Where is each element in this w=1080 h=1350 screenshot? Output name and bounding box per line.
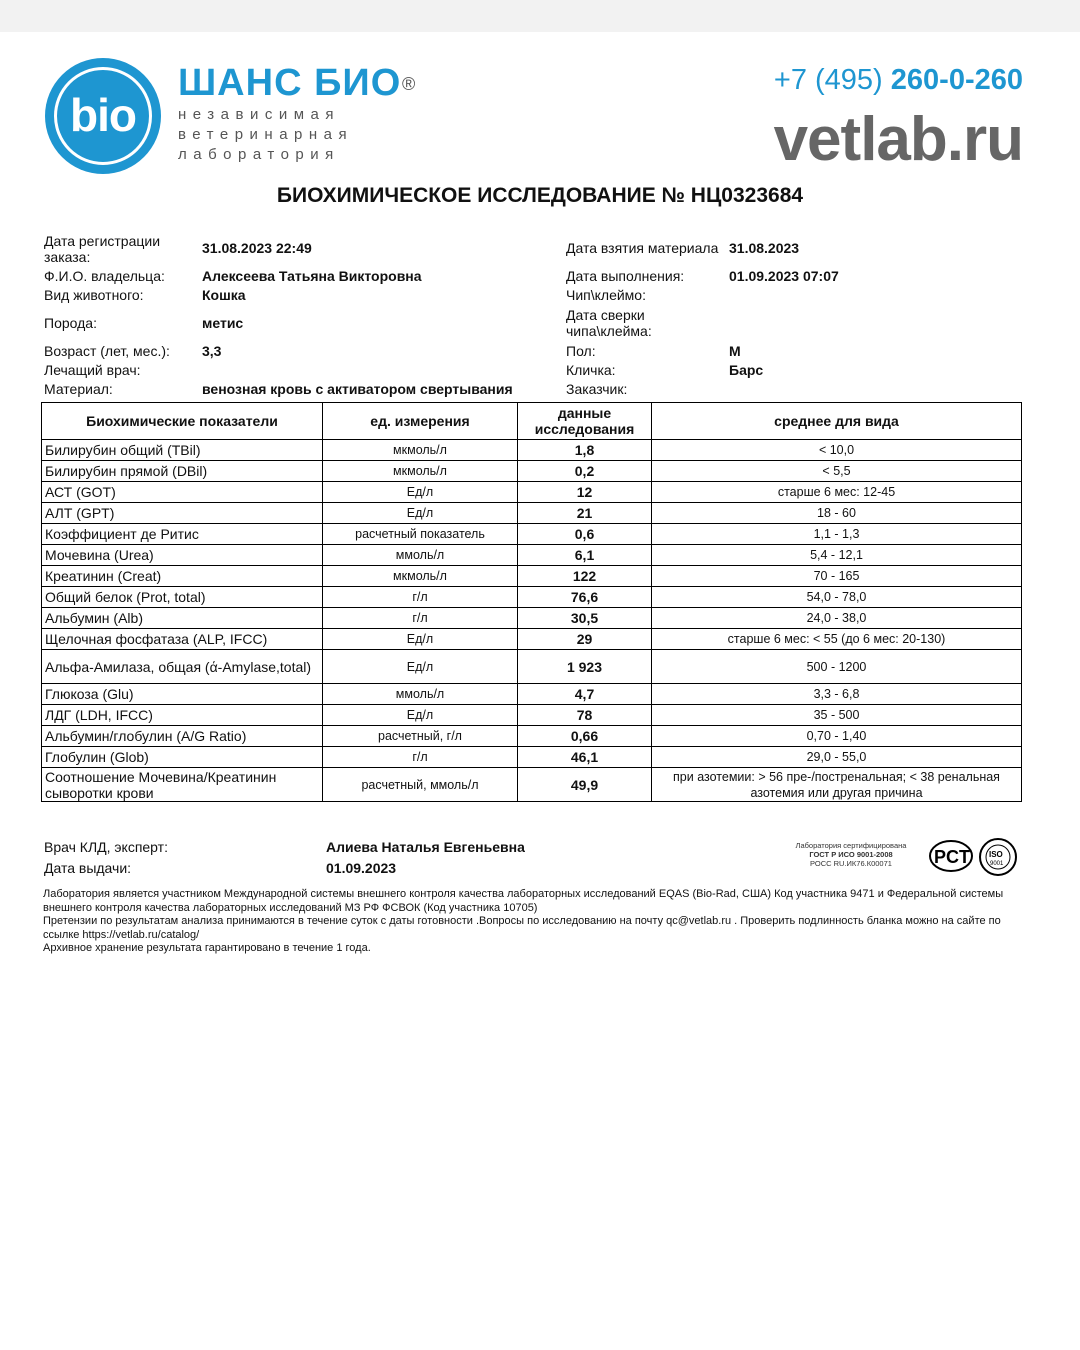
phone-number: 260-0-260 bbox=[890, 64, 1023, 96]
unit: ммоль/л bbox=[323, 545, 518, 566]
table-row bbox=[42, 440, 1022, 461]
table-row bbox=[42, 503, 1022, 524]
age: 3,3 bbox=[202, 343, 222, 359]
species-label: Вид животного: bbox=[44, 287, 144, 303]
result-value: 78 bbox=[518, 705, 652, 726]
unit: г/л bbox=[323, 587, 518, 608]
table-row bbox=[42, 545, 1022, 566]
sample-date-label: Дата взятия материала bbox=[566, 240, 719, 256]
result-value: 0,2 bbox=[518, 461, 652, 482]
result-value: 4,7 bbox=[518, 684, 652, 705]
note-2: Претензии по результатам анализа принимаются в течение суток с даты готовности .Вопросы по исследованию на почту qc@vetlab.ru . Проверить подлинность бланка можно на сайте по ссылке https://vetlab.ru/catalog/ bbox=[43, 915, 1001, 941]
unit: Ед/л bbox=[323, 503, 518, 524]
reference-range: 35 - 500 bbox=[652, 705, 1022, 726]
table-row bbox=[42, 768, 1022, 802]
parameter-name: АЛТ (GPT) bbox=[42, 503, 323, 524]
unit: Ед/л bbox=[323, 705, 518, 726]
result-value: 46,1 bbox=[518, 747, 652, 768]
nickname: Барс bbox=[729, 362, 764, 378]
result-value: 76,6 bbox=[518, 587, 652, 608]
chip-check-label: Дата сверки чипа\клейма: bbox=[566, 307, 652, 339]
breed: метис bbox=[202, 315, 244, 331]
result-value: 6,1 bbox=[518, 545, 652, 566]
cert-line-2: ГОСТ Р ИСО 9001-2008 bbox=[809, 850, 893, 859]
brand-name: ШАНС БИО bbox=[178, 62, 402, 104]
brand-line-3: лаборатория bbox=[178, 146, 340, 163]
result-value: 49,9 bbox=[518, 768, 652, 802]
unit: Ед/л bbox=[323, 629, 518, 650]
col-header-reference: среднее для вида bbox=[652, 403, 1022, 440]
unit: г/л bbox=[323, 747, 518, 768]
result-value: 1,8 bbox=[518, 440, 652, 461]
result-value: 29 bbox=[518, 629, 652, 650]
unit: г/л bbox=[323, 608, 518, 629]
table-header-row bbox=[42, 403, 1022, 440]
owner: Алексеева Татьяна Викторовна bbox=[202, 268, 422, 284]
reference-range: < 5,5 bbox=[652, 461, 1022, 482]
result-value: 0,6 bbox=[518, 524, 652, 545]
note-1: Лаборатория является участником Международной системы внешнего контроля качества лабораторных исследований EQAS (Bio-Rad, США) Код участника 9471 и Федеральной системы внешнего контроля качества лабораторных исследований МЗ РФ ФСВОК (Код участника 10705) bbox=[43, 888, 1004, 914]
table-row bbox=[42, 461, 1022, 482]
sex: М bbox=[729, 343, 741, 359]
col-header-unit: ед. измерения bbox=[323, 403, 518, 440]
report-page bbox=[0, 32, 1080, 1350]
phone[interactable] bbox=[774, 64, 1023, 97]
age-label: Возраст (лет, мес.): bbox=[44, 343, 170, 359]
unit: ммоль/л bbox=[323, 684, 518, 705]
species: Кошка bbox=[202, 287, 246, 303]
parameter-name: Общий белок (Prot, total) bbox=[42, 587, 323, 608]
result-value: 21 bbox=[518, 503, 652, 524]
issue-date-label: Дата выдачи: bbox=[44, 860, 132, 876]
site-logo[interactable]: vetlab.ru bbox=[773, 105, 1023, 174]
parameter-name: АСТ (GOT) bbox=[42, 482, 323, 503]
unit: расчетный показатель bbox=[323, 524, 518, 545]
document-title: БИОХИМИЧЕСКОЕ ИССЛЕДОВАНИЕ № НЦ0323684 bbox=[276, 184, 804, 207]
issue-date: 01.09.2023 bbox=[326, 860, 397, 876]
reference-range: старше 6 мес: < 55 (до 6 мес: 20-130) bbox=[652, 629, 1022, 650]
reference-range: 0,70 - 1,40 bbox=[652, 726, 1022, 747]
logo-text: bio bbox=[70, 89, 136, 141]
reference-range: 18 - 60 bbox=[652, 503, 1022, 524]
done-date: 01.09.2023 07:07 bbox=[729, 268, 839, 284]
cert-line-3: РОСС RU.ИК76.К00071 bbox=[810, 859, 892, 868]
table-row bbox=[42, 726, 1022, 747]
unit: Ед/л bbox=[323, 650, 518, 684]
unit: мкмоль/л bbox=[323, 440, 518, 461]
registered-mark: ® bbox=[402, 74, 416, 94]
unit: мкмоль/л bbox=[323, 566, 518, 587]
pct-certification-icon bbox=[928, 839, 974, 873]
reference-range: старше 6 мес: 12-45 bbox=[652, 482, 1022, 503]
doctor-label: Лечащий врач: bbox=[44, 362, 141, 378]
reference-range: 70 - 165 bbox=[652, 566, 1022, 587]
sex-label: Пол: bbox=[566, 343, 596, 359]
parameter-name: Глюкоза (Glu) bbox=[42, 684, 323, 705]
unit: Ед/л bbox=[323, 482, 518, 503]
reference-range: 3,3 - 6,8 bbox=[652, 684, 1022, 705]
done-date-label: Дата выполнения: bbox=[566, 268, 685, 284]
parameter-name: ЛДГ (LDH, IFCC) bbox=[42, 705, 323, 726]
reference-range: при азотемии: > 56 пре-/постренальная; < 38 ренальная азотемия или другая причина bbox=[652, 768, 1022, 802]
table-row bbox=[42, 587, 1022, 608]
table-row bbox=[42, 608, 1022, 629]
bio-logo bbox=[45, 58, 161, 174]
parameter-name: Альфа-Амилаза, общая (ά-Amylase,total) bbox=[42, 650, 323, 684]
results-body bbox=[42, 440, 1022, 802]
footer-notes bbox=[43, 888, 1033, 956]
parameter-name: Щелочная фосфатаза (ALP, IFCC) bbox=[42, 629, 323, 650]
parameter-name: Альбумин/глобулин (A/G Ratio) bbox=[42, 726, 323, 747]
reference-range: 500 - 1200 bbox=[652, 650, 1022, 684]
iso-certification-icon bbox=[978, 837, 1018, 877]
table-row bbox=[42, 650, 1022, 684]
cert-line-1: Лаборатория сертифицирована bbox=[795, 841, 907, 850]
parameter-name: Билирубин общий (TBil) bbox=[42, 440, 323, 461]
col-header-parameter: Биохимические показатели bbox=[42, 403, 323, 440]
parameter-name: Глобулин (Glob) bbox=[42, 747, 323, 768]
results-table bbox=[41, 402, 1022, 802]
table-row bbox=[42, 747, 1022, 768]
expert-name: Алиева Наталья Евгеньевна bbox=[326, 839, 525, 855]
svg-text:ISO: ISO bbox=[989, 850, 1003, 859]
parameter-name: Альбумин (Alb) bbox=[42, 608, 323, 629]
brand-line-2: ветеринарная bbox=[178, 126, 354, 143]
table-row bbox=[42, 482, 1022, 503]
sample-date: 31.08.2023 bbox=[729, 240, 800, 256]
result-value: 1 923 bbox=[518, 650, 652, 684]
svg-text:9001: 9001 bbox=[990, 861, 1004, 867]
result-value: 12 bbox=[518, 482, 652, 503]
parameter-name: Мочевина (Urea) bbox=[42, 545, 323, 566]
material: венозная кровь с активатором свертывания bbox=[202, 381, 513, 397]
parameter-name: Коэффициент де Ритис bbox=[42, 524, 323, 545]
certification-text bbox=[780, 841, 922, 868]
parameter-name: Креатинин (Creat) bbox=[42, 566, 323, 587]
material-label: Материал: bbox=[44, 381, 113, 397]
reference-range: 54,0 - 78,0 bbox=[652, 587, 1022, 608]
reference-range: < 10,0 bbox=[652, 440, 1022, 461]
table-row bbox=[42, 705, 1022, 726]
reference-range: 24,0 - 38,0 bbox=[652, 608, 1022, 629]
result-value: 122 bbox=[518, 566, 652, 587]
phone-prefix: +7 (495) bbox=[773, 64, 883, 96]
result-value: 30,5 bbox=[518, 608, 652, 629]
customer-label: Заказчик: bbox=[566, 381, 628, 397]
table-row bbox=[42, 566, 1022, 587]
unit: расчетный, ммоль/л bbox=[323, 768, 518, 802]
parameter-name: Билирубин прямой (DBil) bbox=[42, 461, 323, 482]
table-row bbox=[42, 629, 1022, 650]
expert-label: Врач КЛД, эксперт: bbox=[44, 839, 168, 855]
table-row bbox=[42, 524, 1022, 545]
owner-label: Ф.И.О. владельца: bbox=[44, 268, 165, 284]
chip-label: Чип\клеймо: bbox=[566, 287, 646, 303]
reference-range: 1,1 - 1,3 bbox=[652, 524, 1022, 545]
note-3: Архивное хранение результата гарантировано в течение 1 года. bbox=[43, 942, 371, 954]
nickname-label: Кличка: bbox=[566, 362, 616, 378]
result-value: 0,66 bbox=[518, 726, 652, 747]
reg-date: 31.08.2023 22:49 bbox=[202, 240, 312, 256]
unit: расчетный, г/л bbox=[323, 726, 518, 747]
breed-label: Порода: bbox=[44, 315, 97, 331]
reg-date-label: Дата регистрации заказа: bbox=[44, 233, 161, 265]
brand-line-1: независимая bbox=[178, 106, 341, 123]
reference-range: 5,4 - 12,1 bbox=[652, 545, 1022, 566]
table-row bbox=[42, 684, 1022, 705]
svg-text:PCT: PCT bbox=[934, 847, 970, 867]
parameter-name: Соотношение Мочевина/Креатинин сыворотки крови bbox=[42, 768, 323, 802]
reference-range: 29,0 - 55,0 bbox=[652, 747, 1022, 768]
unit: мкмоль/л bbox=[323, 461, 518, 482]
col-header-value: данные исследования bbox=[518, 403, 652, 440]
